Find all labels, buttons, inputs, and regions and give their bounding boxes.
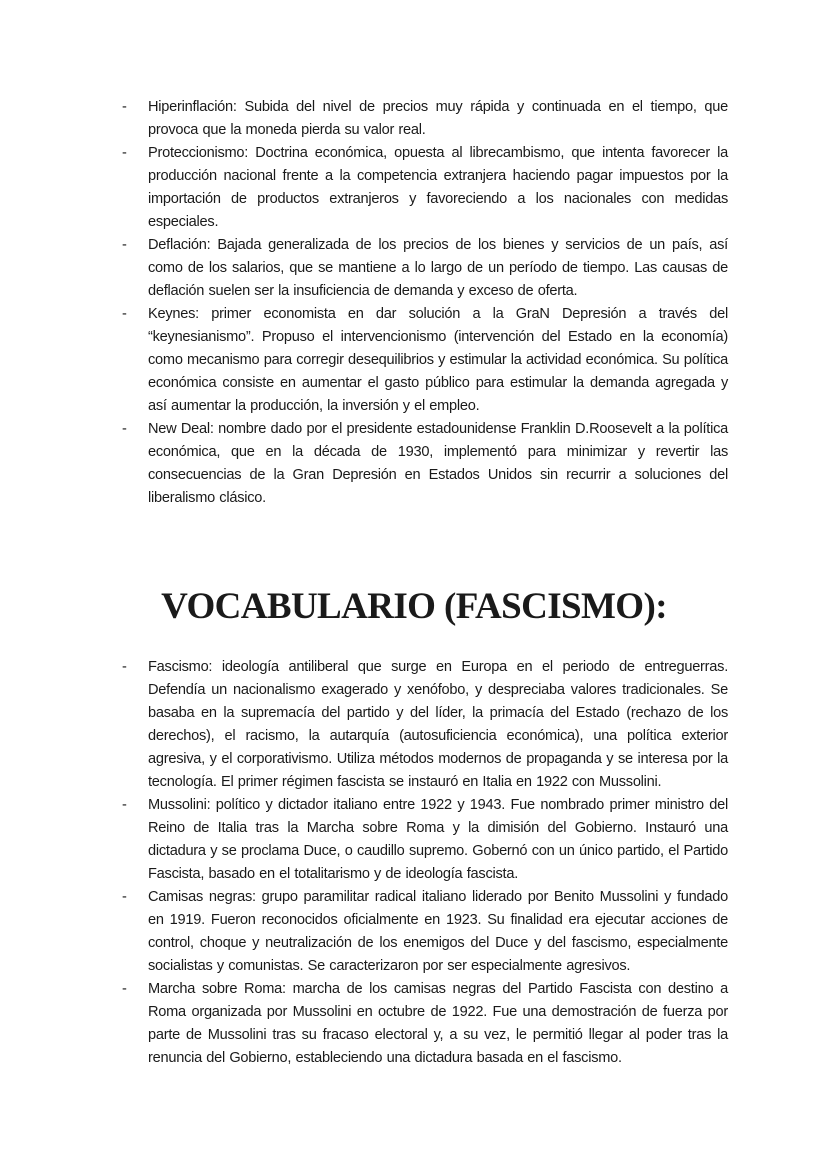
list-item [0, 303, 828, 418]
definition-text: New Deal: nombre dado por el presidente estadounidense Franklin D.Roosevelt a la política económica, que en la década de 1930, implementó para minimizar y revertir las consecuencias de la Gran Depresión en Estados Unidos sin recurrir a soluciones del liberalismo clásico. [148, 421, 728, 506]
definition-text: Deflación: Bajada generalizada de los precios de los bienes y servicios de un país, así como de los salarios, que se mantiene a lo largo de un período de tiempo. Las causas de deflación suelen ser la insuficiencia de demanda y exceso de oferta. [148, 237, 728, 299]
definition-text: Marcha sobre Roma: marcha de los camisas negras del Partido Fascista con destino a Roma organizada por Mussolini en octubre de 1922. Fue una demostración de fuerza por parte de Mussolini tras su fracaso electoral y, a su vez, le permitió llegar al poder tras la renuncia del Gobierno, estableciendo una dictadura basada en el fascismo. [148, 981, 728, 1066]
economics-vocabulary-list [0, 96, 828, 510]
fascism-vocabulary-list [0, 656, 828, 1070]
bullet-dash: - [122, 421, 127, 437]
definition-text: Fascismo: ideología antiliberal que surge en Europa en el periodo de entreguerras. Defendía un nacionalismo exagerado y xenófobo, y despreciaba valores tradicionales. Se basaba en la supremacía del partido y del líder, la primacía del Estado (rechazo de los derechos), el racismo, la autarquía (autosuficiencia económica), una política exterior agresiva, y el corporativismo. Utiliza métodos modernos de propaganda y se interesa por la tecnología. El primer régimen fascista se instauró en Italia en 1922 con Mussolini. [148, 659, 728, 790]
bullet-dash: - [122, 981, 127, 997]
list-item [0, 978, 828, 1070]
bullet-dash: - [122, 306, 127, 322]
list-item [0, 794, 828, 886]
definition-text: Mussolini: político y dictador italiano entre 1922 y 1943. Fue nombrado primer ministro del Reino de Italia tras la Marcha sobre Roma y la dimisión del Gobierno. Instauró una dictadura y se proclama Duce, o caudillo supremo. Gobernó con un único partido, el Partido Fascista, basado en el totalitarismo y de ideología fascista. [148, 797, 728, 882]
definition-text: Keynes: primer economista en dar solución a la GraN Depresión a través del “keynesianismo”. Propuso el intervencionismo (intervención del Estado en la economía) como mecanismo para corregir desequilibrios y estimular la actividad económica. Su política económica consiste en aumentar el gasto público para estimular la demanda agregada y así aumentar la producción, la inversión y el empleo. [148, 306, 728, 414]
bullet-dash: - [122, 145, 127, 161]
definition-text: Proteccionismo: Doctrina económica, opuesta al librecambismo, que intenta favorecer la producción nacional frente a la competencia extranjera haciendo pagar impuestos por la importación de productos extranjeros y favoreciendo a los nacionales con medidas especiales. [148, 145, 728, 230]
list-item [0, 142, 828, 234]
bullet-dash: - [122, 659, 127, 675]
list-item [0, 656, 828, 794]
bullet-dash: - [122, 237, 127, 253]
bullet-dash: - [122, 797, 127, 813]
list-item [0, 96, 828, 142]
bullet-dash: - [122, 889, 127, 905]
section-heading: VOCABULARIO (FASCISMO): [161, 586, 667, 627]
list-item [0, 418, 828, 510]
definition-text: Hiperinflación: Subida del nivel de precios muy rápida y continuada en el tiempo, que provoca que la moneda pierda su valor real. [148, 99, 728, 138]
definition-text: Camisas negras: grupo paramilitar radical italiano liderado por Benito Mussolini y fundado en 1919. Fueron reconocidos oficialmente en 1923. Su finalidad era ejecutar acciones de control, choque y neutralización de los enemigos del Duce y del fascismo, especialmente socialistas y comunistas. Se caracterizaron por ser especialmente agresivos. [148, 889, 728, 974]
list-item [0, 234, 828, 303]
list-item [0, 886, 828, 978]
bullet-dash: - [122, 99, 127, 115]
